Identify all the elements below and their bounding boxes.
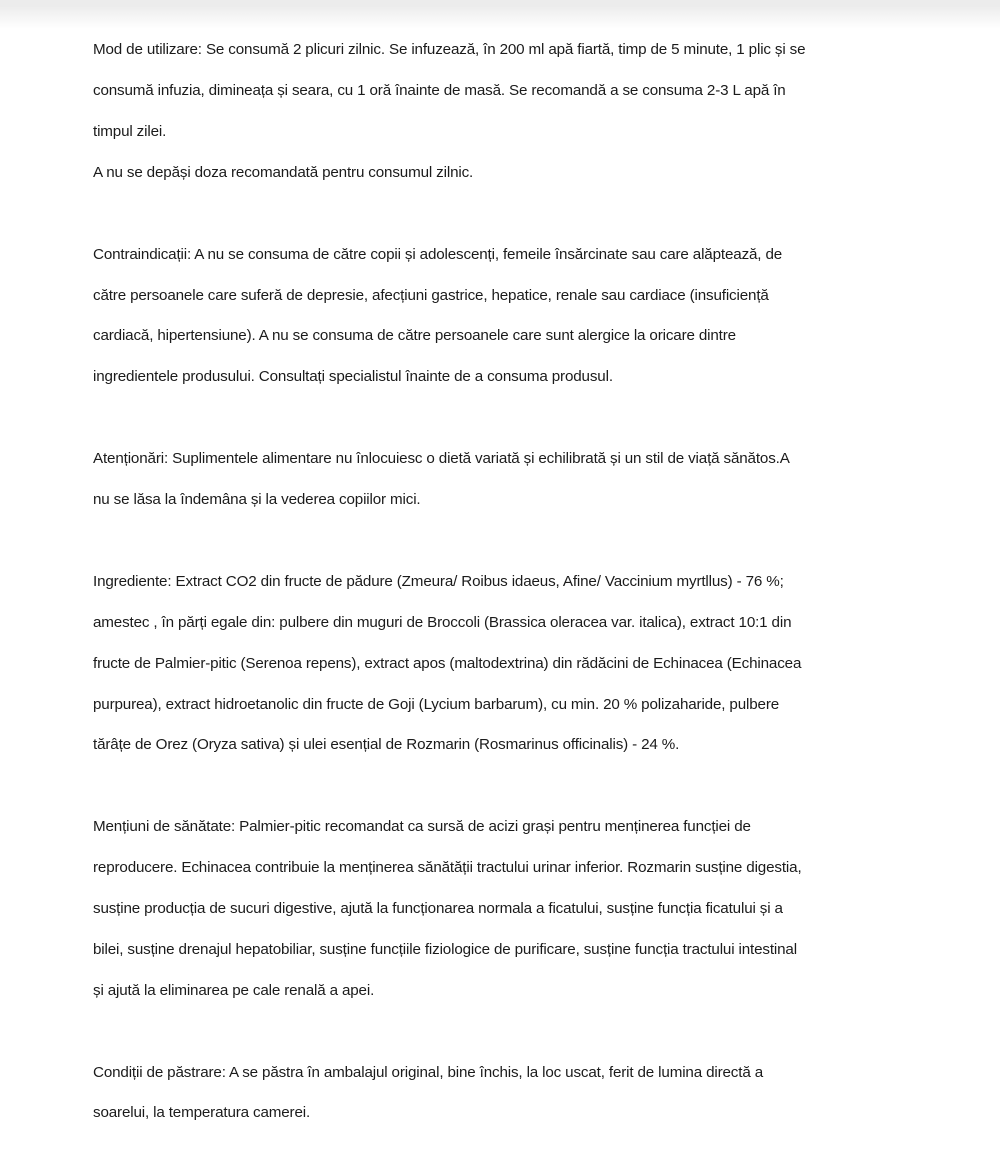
section-mentiuni-de-sanatate	[93, 797, 893, 1021]
text-line: ingredientele produsului. Consultați specialistul înainte de a consuma produsul.	[93, 368, 613, 386]
text-line: Condiții de păstrare: A se păstra în ambalajul original, bine închis, la loc uscat, ferit de lumina directă a	[93, 1063, 763, 1081]
document-body	[93, 20, 893, 1165]
text-line: nu se lăsa la îndemâna și la vederea copiilor mici.	[93, 491, 421, 509]
text-line: tărâțe de Orez (Oryza sativa) și ulei esențial de Rozmarin (Rosmarinus officinalis) - 24 %.	[93, 736, 680, 754]
text-line: Mențiuni de sănătate: Palmier-pitic recomandat ca sursă de acizi grași pentru menținerea funcției de	[93, 818, 751, 836]
text-line: consumă infuzia, dimineața și seara, cu 1 oră înainte de masă. Se recomandă a se consuma 2-3 L apă în	[93, 82, 786, 100]
text-line: către persoanele care suferă de depresie, afecțiuni gastrice, hepatice, renale sau cardiace (insuficiență	[93, 286, 769, 304]
section-conditii-de-pastrare	[93, 1042, 893, 1144]
text-line: susține producția de sucuri digestive, ajută la funcționarea normala a ficatului, susține funcția ficatului și a	[93, 900, 783, 918]
section-mod-de-utilizare	[93, 20, 893, 204]
text-line: și ajută la eliminarea pe cale renală a apei.	[93, 981, 375, 999]
text-line: Contraindicații: A nu se consuma de către copii și adolescenți, femeile însărcinate sau care alăptează, de	[93, 245, 783, 263]
text-line: Atenționări: Suplimentele alimentare nu înlocuiesc o dietă variată și echilibrată și un stil de viață sănătos.A	[93, 450, 790, 468]
text-line: purpurea), extract hidroetanolic din fructe de Goji (Lycium barbarum), cu min. 20 % polizaharide, pulbere	[93, 695, 780, 713]
text-line: amestec , în părți egale din: pulbere din muguri de Broccoli (Brassica oleracea var. italica), extract 10:1 din	[93, 613, 792, 631]
section-ingrediente	[93, 552, 893, 776]
text-line: Ingrediente: Extract CO2 din fructe de pădure (Zmeura/ Roibus idaeus, Afine/ Vaccinium myrtllus) - 76 %;	[93, 573, 784, 591]
text-line: fructe de Palmier-pitic (Serenoa repens), extract apos (maltodextrina) din rădăcini de Echinacea (Echinacea	[93, 654, 802, 672]
text-line: reproducere. Echinacea contribuie la menținerea sănătății tractului urinar inferior. Rozmarin susține digestia,	[93, 859, 802, 877]
text-line: bilei, susține drenajul hepatobiliar, susține funcțiile fiziologice de purificare, susține funcția tractului intestinal	[93, 940, 797, 958]
section-atentionari	[93, 429, 893, 531]
text-line: Mod de utilizare: Se consumă 2 plicuri zilnic. Se infuzează, în 200 ml apă fiartă, timp de 5 minute, 1 plic și se	[93, 41, 806, 59]
text-line: cardiacă, hipertensiune). A nu se consuma de către persoanele care sunt alergice la oricare dintre	[93, 327, 736, 345]
section-contraindicatii	[93, 224, 893, 408]
text-line: timpul zilei.	[93, 123, 167, 141]
top-bar	[0, 0, 1000, 7]
text-line: A nu se depăși doza recomandată pentru consumul zilnic.	[93, 163, 474, 181]
text-line: soarelui, la temperatura camerei.	[93, 1104, 311, 1122]
